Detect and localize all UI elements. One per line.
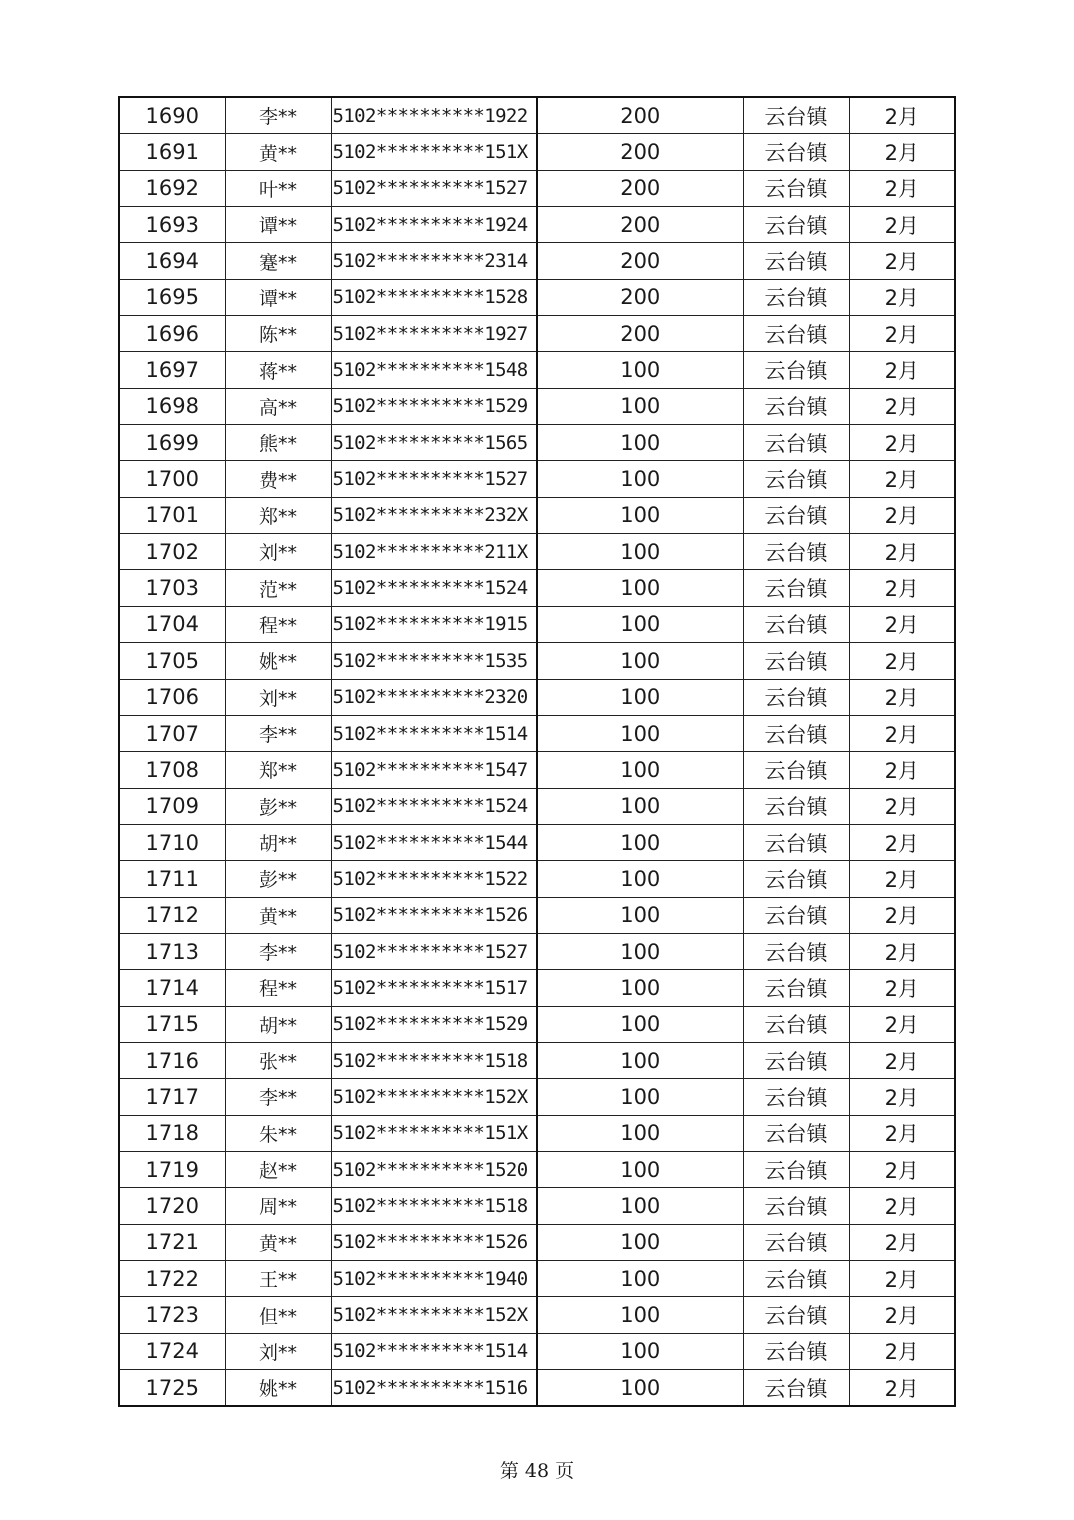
- cell-town: 云台镇: [743, 1224, 849, 1260]
- table-row: [119, 679, 955, 715]
- cell-month: 2月: [849, 606, 955, 642]
- cell-month: 2月: [849, 134, 955, 170]
- cell-month: 2月: [849, 788, 955, 824]
- cell-name: 姚**: [225, 1370, 331, 1407]
- cell-id-number: 5102**********1526: [331, 897, 537, 933]
- cell-town: 云台镇: [743, 425, 849, 461]
- cell-name: 彭**: [225, 861, 331, 897]
- cell-month: 2月: [849, 752, 955, 788]
- cell-town: 云台镇: [743, 170, 849, 206]
- cell-town: 云台镇: [743, 1261, 849, 1297]
- cell-town: 云台镇: [743, 97, 849, 134]
- cell-month: 2月: [849, 1151, 955, 1187]
- cell-serial-number: 1704: [119, 606, 225, 642]
- cell-amount: 100: [537, 1079, 743, 1115]
- cell-month: 2月: [849, 679, 955, 715]
- cell-serial-number: 1710: [119, 824, 225, 860]
- cell-name: 李**: [225, 97, 331, 134]
- cell-town: 云台镇: [743, 1333, 849, 1369]
- cell-name: 高**: [225, 388, 331, 424]
- cell-month: 2月: [849, 97, 955, 134]
- cell-town: 云台镇: [743, 352, 849, 388]
- cell-town: 云台镇: [743, 316, 849, 352]
- cell-id-number: 5102**********1514: [331, 1333, 537, 1369]
- cell-name: 蹇**: [225, 243, 331, 279]
- cell-amount: 100: [537, 933, 743, 969]
- cell-serial-number: 1697: [119, 352, 225, 388]
- cell-serial-number: 1720: [119, 1188, 225, 1224]
- cell-name: 胡**: [225, 824, 331, 860]
- cell-amount: 100: [537, 897, 743, 933]
- cell-serial-number: 1691: [119, 134, 225, 170]
- cell-amount: 100: [537, 425, 743, 461]
- cell-town: 云台镇: [743, 243, 849, 279]
- cell-serial-number: 1698: [119, 388, 225, 424]
- cell-serial-number: 1693: [119, 207, 225, 243]
- table-row: [119, 425, 955, 461]
- cell-id-number: 5102**********1527: [331, 461, 537, 497]
- cell-town: 云台镇: [743, 970, 849, 1006]
- cell-town: 云台镇: [743, 1006, 849, 1042]
- cell-month: 2月: [849, 861, 955, 897]
- cell-serial-number: 1714: [119, 970, 225, 1006]
- cell-amount: 100: [537, 461, 743, 497]
- cell-serial-number: 1692: [119, 170, 225, 206]
- table-row: [119, 1224, 955, 1260]
- table-row: [119, 1006, 955, 1042]
- cell-town: 云台镇: [743, 788, 849, 824]
- cell-town: 云台镇: [743, 279, 849, 315]
- cell-serial-number: 1699: [119, 425, 225, 461]
- cell-amount: 200: [537, 316, 743, 352]
- table-row: [119, 788, 955, 824]
- cell-id-number: 5102**********151X: [331, 134, 537, 170]
- table-row: [119, 606, 955, 642]
- cell-amount: 100: [537, 352, 743, 388]
- cell-name: 黄**: [225, 897, 331, 933]
- cell-serial-number: 1705: [119, 643, 225, 679]
- cell-town: 云台镇: [743, 388, 849, 424]
- cell-id-number: 5102**********1922: [331, 97, 537, 134]
- cell-serial-number: 1701: [119, 497, 225, 533]
- cell-town: 云台镇: [743, 570, 849, 606]
- cell-town: 云台镇: [743, 461, 849, 497]
- cell-id-number: 5102**********1527: [331, 170, 537, 206]
- cell-town: 云台镇: [743, 643, 849, 679]
- cell-id-number: 5102**********152X: [331, 1297, 537, 1333]
- cell-month: 2月: [849, 897, 955, 933]
- cell-town: 云台镇: [743, 824, 849, 860]
- cell-name: 张**: [225, 1042, 331, 1078]
- cell-name: 黄**: [225, 1224, 331, 1260]
- cell-name: 彭**: [225, 788, 331, 824]
- cell-month: 2月: [849, 933, 955, 969]
- cell-amount: 100: [537, 1333, 743, 1369]
- cell-town: 云台镇: [743, 207, 849, 243]
- table-row: [119, 279, 955, 315]
- cell-serial-number: 1712: [119, 897, 225, 933]
- cell-town: 云台镇: [743, 897, 849, 933]
- cell-id-number: 5102**********1927: [331, 316, 537, 352]
- cell-serial-number: 1724: [119, 1333, 225, 1369]
- cell-id-number: 5102**********1528: [331, 279, 537, 315]
- cell-town: 云台镇: [743, 1370, 849, 1407]
- cell-name: 胡**: [225, 1006, 331, 1042]
- cell-id-number: 5102**********2320: [331, 679, 537, 715]
- cell-name: 费**: [225, 461, 331, 497]
- cell-id-number: 5102**********2314: [331, 243, 537, 279]
- table-row: [119, 1151, 955, 1187]
- records-table: [118, 96, 956, 1407]
- cell-name: 朱**: [225, 1115, 331, 1151]
- table-row: [119, 861, 955, 897]
- cell-name: 程**: [225, 606, 331, 642]
- cell-name: 熊**: [225, 425, 331, 461]
- cell-town: 云台镇: [743, 534, 849, 570]
- cell-name: 赵**: [225, 1151, 331, 1187]
- cell-amount: 100: [537, 1042, 743, 1078]
- cell-town: 云台镇: [743, 1151, 849, 1187]
- cell-town: 云台镇: [743, 1115, 849, 1151]
- cell-town: 云台镇: [743, 1188, 849, 1224]
- cell-name: 谭**: [225, 207, 331, 243]
- cell-serial-number: 1711: [119, 861, 225, 897]
- table-row: [119, 388, 955, 424]
- cell-town: 云台镇: [743, 679, 849, 715]
- cell-serial-number: 1700: [119, 461, 225, 497]
- cell-amount: 100: [537, 1188, 743, 1224]
- table-row: [119, 1042, 955, 1078]
- cell-town: 云台镇: [743, 715, 849, 751]
- cell-serial-number: 1718: [119, 1115, 225, 1151]
- cell-name: 刘**: [225, 679, 331, 715]
- cell-id-number: 5102**********1547: [331, 752, 537, 788]
- cell-serial-number: 1722: [119, 1261, 225, 1297]
- cell-id-number: 5102**********1544: [331, 824, 537, 860]
- table-row: [119, 1079, 955, 1115]
- cell-id-number: 5102**********1529: [331, 388, 537, 424]
- cell-town: 云台镇: [743, 933, 849, 969]
- cell-amount: 100: [537, 534, 743, 570]
- cell-month: 2月: [849, 316, 955, 352]
- cell-amount: 100: [537, 606, 743, 642]
- cell-amount: 100: [537, 1115, 743, 1151]
- cell-id-number: 5102**********1548: [331, 352, 537, 388]
- cell-serial-number: 1721: [119, 1224, 225, 1260]
- cell-name: 但**: [225, 1297, 331, 1333]
- cell-amount: 100: [537, 1370, 743, 1407]
- cell-id-number: 5102**********1915: [331, 606, 537, 642]
- table-row: [119, 497, 955, 533]
- cell-name: 李**: [225, 715, 331, 751]
- cell-amount: 100: [537, 497, 743, 533]
- cell-name: 黄**: [225, 134, 331, 170]
- cell-month: 2月: [849, 207, 955, 243]
- cell-name: 王**: [225, 1261, 331, 1297]
- cell-serial-number: 1709: [119, 788, 225, 824]
- cell-id-number: 5102**********1522: [331, 861, 537, 897]
- table-row: [119, 316, 955, 352]
- cell-id-number: 5102**********1518: [331, 1188, 537, 1224]
- cell-name: 刘**: [225, 1333, 331, 1369]
- cell-month: 2月: [849, 170, 955, 206]
- table-row: [119, 243, 955, 279]
- table-row: [119, 1370, 955, 1407]
- cell-month: 2月: [849, 425, 955, 461]
- cell-month: 2月: [849, 352, 955, 388]
- cell-town: 云台镇: [743, 861, 849, 897]
- table-row: [119, 752, 955, 788]
- cell-amount: 200: [537, 207, 743, 243]
- cell-month: 2月: [849, 715, 955, 751]
- table-row: [119, 1333, 955, 1369]
- cell-serial-number: 1690: [119, 97, 225, 134]
- cell-month: 2月: [849, 643, 955, 679]
- cell-id-number: 5102**********1526: [331, 1224, 537, 1260]
- table-row: [119, 970, 955, 1006]
- cell-month: 2月: [849, 824, 955, 860]
- table-body: [119, 97, 955, 1406]
- cell-amount: 100: [537, 1006, 743, 1042]
- cell-amount: 100: [537, 1151, 743, 1187]
- cell-name: 郑**: [225, 497, 331, 533]
- table-row: [119, 352, 955, 388]
- cell-id-number: 5102**********1514: [331, 715, 537, 751]
- cell-id-number: 5102**********1529: [331, 1006, 537, 1042]
- table-row: [119, 1261, 955, 1297]
- cell-town: 云台镇: [743, 497, 849, 533]
- cell-serial-number: 1717: [119, 1079, 225, 1115]
- cell-month: 2月: [849, 497, 955, 533]
- table-row: [119, 570, 955, 606]
- cell-id-number: 5102**********1517: [331, 970, 537, 1006]
- cell-town: 云台镇: [743, 752, 849, 788]
- cell-id-number: 5102**********1516: [331, 1370, 537, 1407]
- cell-id-number: 5102**********1924: [331, 207, 537, 243]
- cell-month: 2月: [849, 570, 955, 606]
- cell-town: 云台镇: [743, 1297, 849, 1333]
- table-row: [119, 1188, 955, 1224]
- cell-amount: 200: [537, 170, 743, 206]
- table-row: [119, 1297, 955, 1333]
- cell-month: 2月: [849, 970, 955, 1006]
- cell-name: 程**: [225, 970, 331, 1006]
- cell-amount: 100: [537, 752, 743, 788]
- cell-name: 范**: [225, 570, 331, 606]
- cell-month: 2月: [849, 1115, 955, 1151]
- cell-name: 郑**: [225, 752, 331, 788]
- cell-id-number: 5102**********211X: [331, 534, 537, 570]
- cell-town: 云台镇: [743, 1042, 849, 1078]
- cell-serial-number: 1706: [119, 679, 225, 715]
- cell-serial-number: 1707: [119, 715, 225, 751]
- cell-id-number: 5102**********1518: [331, 1042, 537, 1078]
- cell-serial-number: 1708: [119, 752, 225, 788]
- table-row: [119, 207, 955, 243]
- cell-serial-number: 1695: [119, 279, 225, 315]
- cell-name: 李**: [225, 933, 331, 969]
- cell-month: 2月: [849, 388, 955, 424]
- cell-serial-number: 1703: [119, 570, 225, 606]
- cell-name: 陈**: [225, 316, 331, 352]
- cell-id-number: 5102**********1524: [331, 788, 537, 824]
- table-row: [119, 715, 955, 751]
- cell-id-number: 5102**********1535: [331, 643, 537, 679]
- cell-name: 周**: [225, 1188, 331, 1224]
- cell-name: 叶**: [225, 170, 331, 206]
- cell-month: 2月: [849, 1297, 955, 1333]
- cell-id-number: 5102**********1940: [331, 1261, 537, 1297]
- cell-month: 2月: [849, 1079, 955, 1115]
- cell-amount: 100: [537, 1297, 743, 1333]
- cell-month: 2月: [849, 534, 955, 570]
- cell-id-number: 5102**********152X: [331, 1079, 537, 1115]
- table-row: [119, 933, 955, 969]
- cell-town: 云台镇: [743, 606, 849, 642]
- cell-month: 2月: [849, 1370, 955, 1407]
- cell-amount: 100: [537, 643, 743, 679]
- cell-id-number: 5102**********1565: [331, 425, 537, 461]
- table-row: [119, 461, 955, 497]
- cell-month: 2月: [849, 1333, 955, 1369]
- table-row: [119, 134, 955, 170]
- table-row: [119, 897, 955, 933]
- cell-amount: 100: [537, 788, 743, 824]
- cell-month: 2月: [849, 1261, 955, 1297]
- cell-month: 2月: [849, 1188, 955, 1224]
- cell-serial-number: 1702: [119, 534, 225, 570]
- cell-amount: 100: [537, 1261, 743, 1297]
- cell-amount: 100: [537, 570, 743, 606]
- cell-id-number: 5102**********151X: [331, 1115, 537, 1151]
- cell-serial-number: 1715: [119, 1006, 225, 1042]
- cell-amount: 100: [537, 970, 743, 1006]
- table-row: [119, 170, 955, 206]
- cell-month: 2月: [849, 461, 955, 497]
- cell-amount: 100: [537, 824, 743, 860]
- cell-name: 李**: [225, 1079, 331, 1115]
- cell-id-number: 5102**********1524: [331, 570, 537, 606]
- table-row: [119, 534, 955, 570]
- cell-month: 2月: [849, 243, 955, 279]
- table-row: [119, 643, 955, 679]
- cell-town: 云台镇: [743, 1079, 849, 1115]
- cell-amount: 200: [537, 97, 743, 134]
- cell-town: 云台镇: [743, 134, 849, 170]
- cell-serial-number: 1725: [119, 1370, 225, 1407]
- cell-serial-number: 1719: [119, 1151, 225, 1187]
- page-number: 第 48 页: [499, 1460, 575, 1482]
- cell-amount: 200: [537, 134, 743, 170]
- cell-amount: 100: [537, 1224, 743, 1260]
- cell-serial-number: 1696: [119, 316, 225, 352]
- cell-amount: 200: [537, 243, 743, 279]
- cell-name: 蒋**: [225, 352, 331, 388]
- cell-serial-number: 1694: [119, 243, 225, 279]
- cell-month: 2月: [849, 1042, 955, 1078]
- cell-serial-number: 1716: [119, 1042, 225, 1078]
- cell-name: 谭**: [225, 279, 331, 315]
- cell-month: 2月: [849, 1224, 955, 1260]
- cell-name: 刘**: [225, 534, 331, 570]
- cell-amount: 100: [537, 388, 743, 424]
- cell-name: 姚**: [225, 643, 331, 679]
- cell-id-number: 5102**********1527: [331, 933, 537, 969]
- cell-id-number: 5102**********1520: [331, 1151, 537, 1187]
- table-row: [119, 97, 955, 134]
- cell-amount: 100: [537, 715, 743, 751]
- cell-serial-number: 1713: [119, 933, 225, 969]
- cell-amount: 200: [537, 279, 743, 315]
- table-row: [119, 1115, 955, 1151]
- table-row: [119, 824, 955, 860]
- cell-id-number: 5102**********232X: [331, 497, 537, 533]
- cell-month: 2月: [849, 279, 955, 315]
- cell-amount: 100: [537, 861, 743, 897]
- cell-amount: 100: [537, 679, 743, 715]
- cell-serial-number: 1723: [119, 1297, 225, 1333]
- cell-month: 2月: [849, 1006, 955, 1042]
